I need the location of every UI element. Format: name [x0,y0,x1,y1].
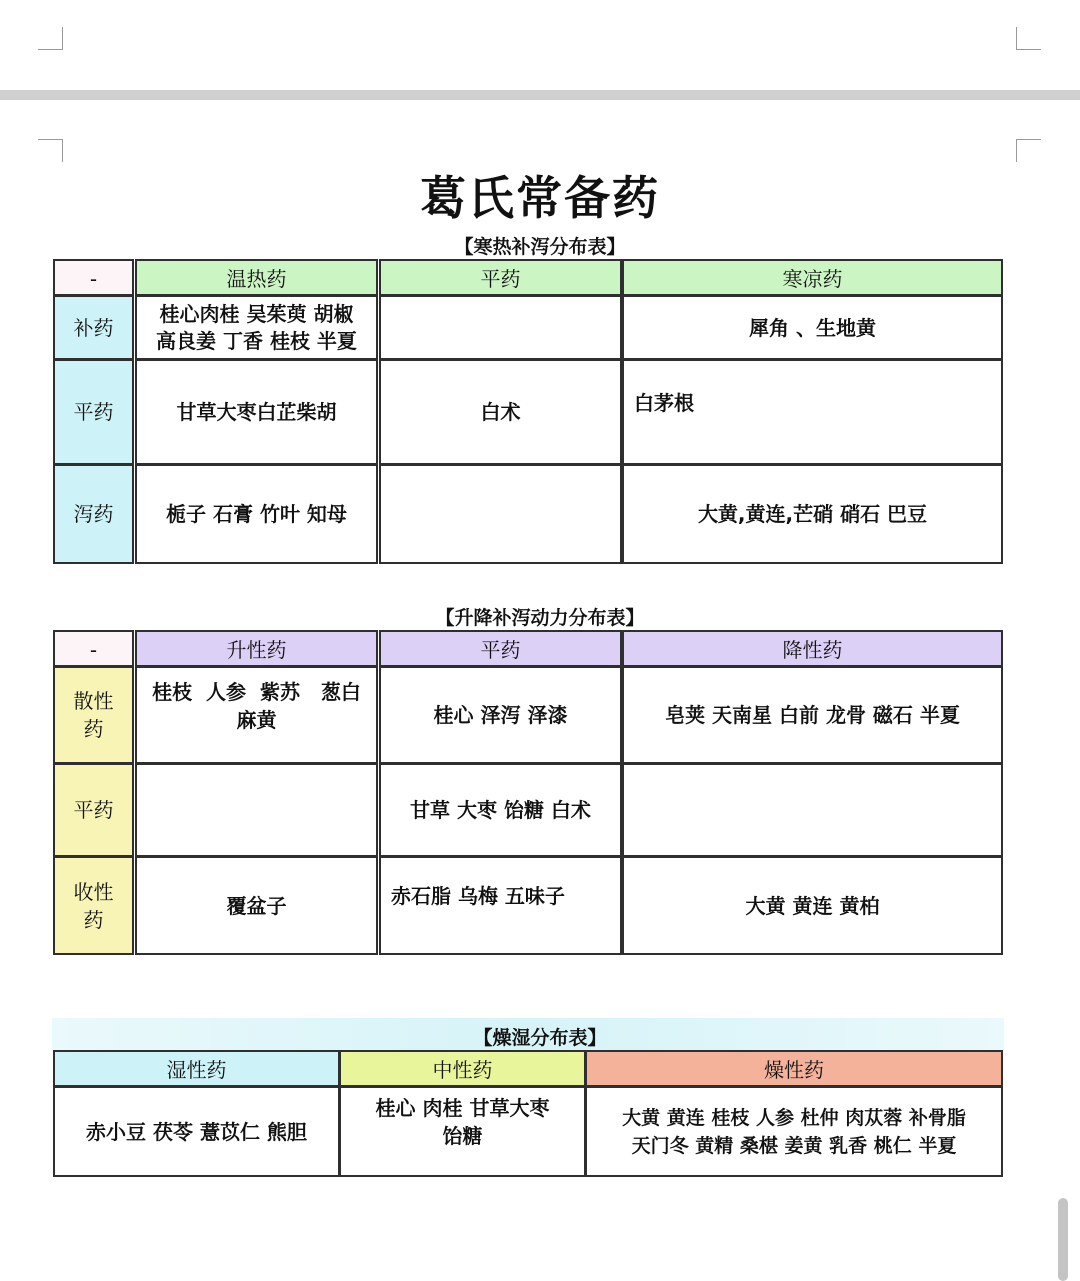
table2-cell: 桂枝 人参 紫苏 葱白 麻黄 [135,666,378,764]
table1-cell: 犀角 、生地黄 [622,295,1003,360]
table2-caption: 【升降补泻动力分布表】 [435,607,645,629]
page-corner-mark [38,139,63,162]
table2-cell: 大黄 黄连 黄柏 [622,856,1003,955]
table2-cell [622,763,1003,857]
table1-header-neutral: 平药 [379,259,622,296]
table1-cell: 桂心肉桂 吴茱萸 胡椒 高良姜 丁香 桂枝 半夏 [135,295,378,360]
table1-cell [379,464,622,564]
table3-cell: 赤小豆 茯苓 薏苡仁 熊胆 [53,1086,340,1177]
page-corner-mark [38,27,63,50]
table1-row-label-tonify: 补药 [53,295,134,360]
table1-cell: 甘草大枣白芷柴胡 [135,359,378,465]
table1-cell: 白茅根 [622,359,1003,465]
table3-header-dry: 燥性药 [585,1050,1003,1087]
table3-cell: 桂心 肉桂 甘草大枣 饴糖 [339,1086,586,1177]
page-title: 葛氏常备药 [420,171,660,225]
table1-row-label-purge: 泻药 [53,464,134,564]
table3-cell: 大黄 黄连 桂枝 人参 杜仲 肉苁蓉 补骨脂 天门冬 黄精 桑椹 姜黄 乳香 桃仁 半夏 [585,1086,1003,1177]
table2-header-neutral: 平药 [379,630,622,667]
table2-cell: 皂荚 天南星 白前 龙骨 磁石 半夏 [622,666,1003,764]
table1-header-cold: 寒凉药 [622,259,1003,296]
table3-header-damp: 湿性药 [53,1050,340,1087]
page-corner-mark [1016,139,1041,162]
table2-header-descending: 降性药 [622,630,1003,667]
table1-cell: 大黄,黄连,芒硝 硝石 巴豆 [622,464,1003,564]
table1-cell [379,295,622,360]
table1-row-label-neutral: 平药 [53,359,134,465]
table1-header-warm: 温热药 [135,259,378,296]
table2-cell: 甘草 大枣 饴糖 白术 [379,763,622,857]
table3-header-neutral: 中性药 [339,1050,586,1087]
table2-row-label-neutral: 平药 [53,763,134,857]
page-separator [0,90,1080,100]
table1-corner: - [53,259,134,296]
table2-row-label-dispersing: 散性 药 [53,666,134,764]
table1-caption: 【寒热补泻分布表】 [454,236,626,258]
table1-cell: 白术 [379,359,622,465]
page-corner-mark [1016,27,1041,50]
table2-cell: 赤石脂 乌梅 五味子 [379,856,622,955]
table2-cell [135,763,378,857]
table2-row-label-astringent: 收性 药 [53,856,134,955]
table2-corner: - [53,630,134,667]
table2-cell: 桂心 泽泻 泽漆 [379,666,622,764]
scrollbar-thumb[interactable] [1058,1198,1068,1281]
table2-header-ascending: 升性药 [135,630,378,667]
table2-cell: 覆盆子 [135,856,378,955]
table1-cell: 栀子 石膏 竹叶 知母 [135,464,378,564]
table3-caption: 【燥湿分布表】 [473,1027,607,1049]
